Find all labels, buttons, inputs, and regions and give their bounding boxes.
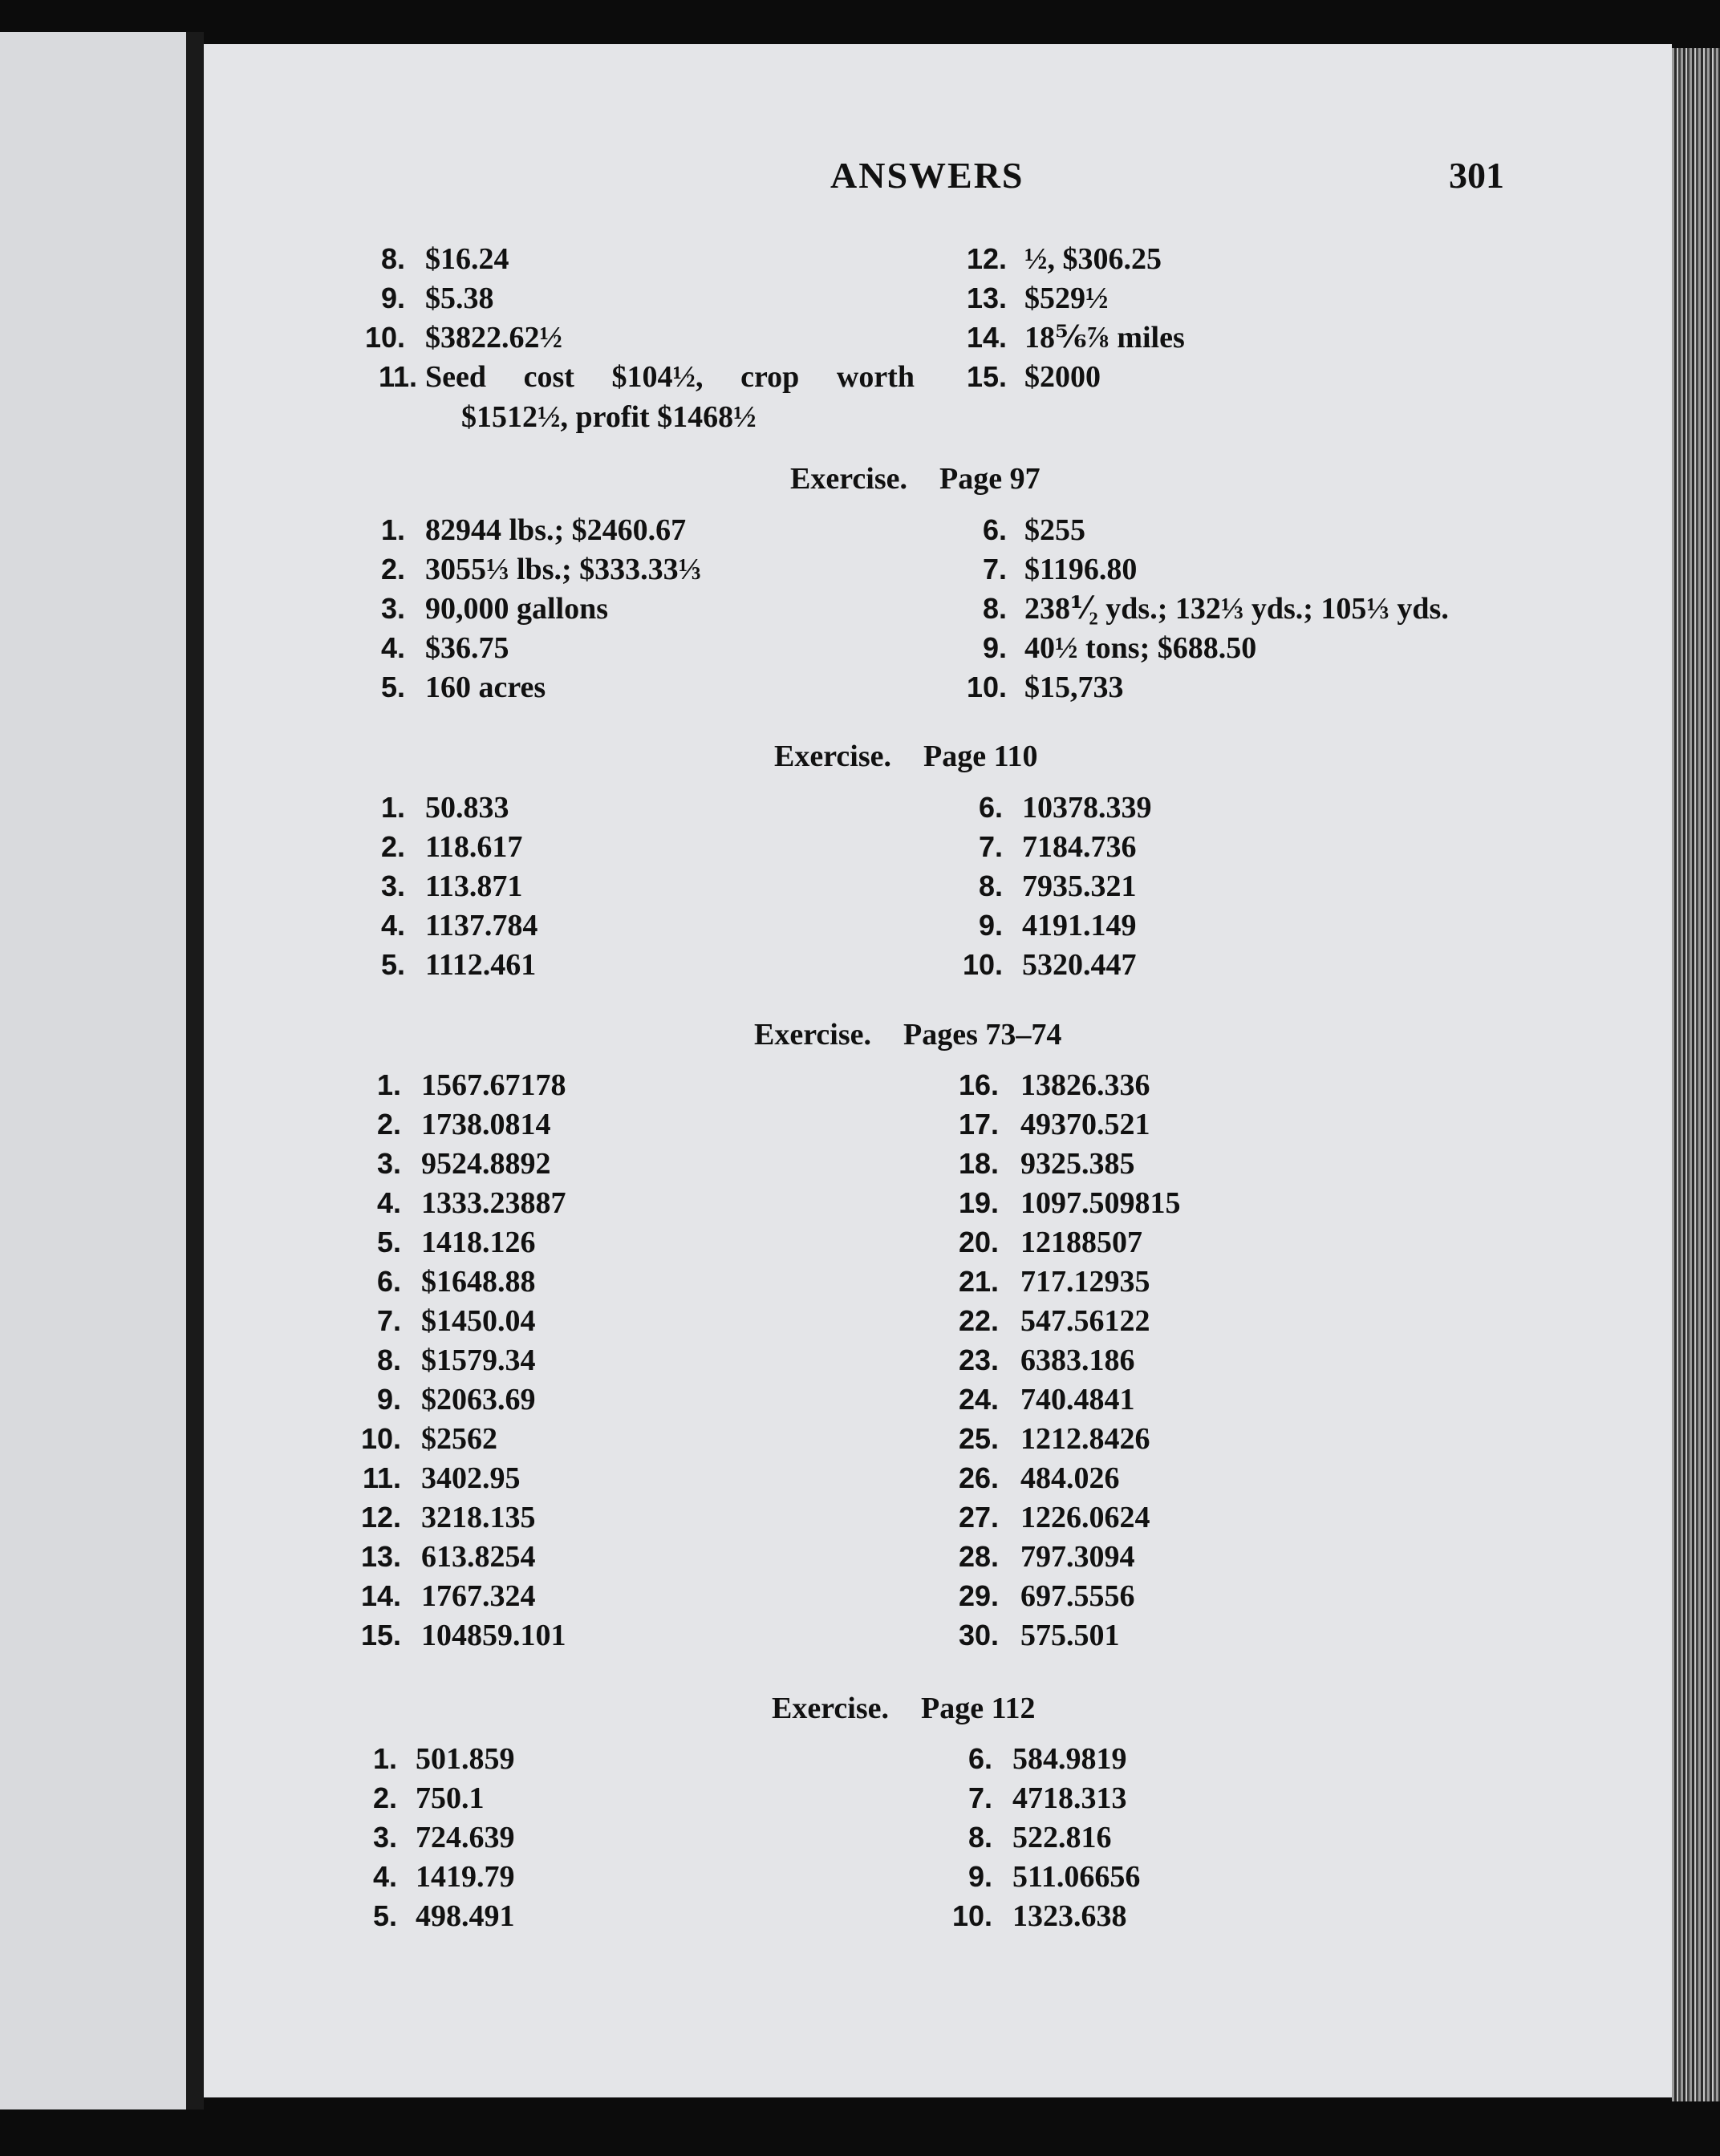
answer-number: 8. <box>982 592 1007 625</box>
answer-value: 3055⅓ lbs.; $333.33⅓ <box>425 553 702 586</box>
answer-value: 498.491 <box>416 1899 515 1933</box>
answer-value: 1419.79 <box>416 1860 515 1894</box>
answer-value: $16.24 <box>425 242 509 276</box>
answer-value: $529½ <box>1024 282 1109 315</box>
answer-number: 30. <box>958 1619 999 1651</box>
answer-number: 29. <box>958 1579 999 1612</box>
answer-number: 8. <box>968 1821 992 1854</box>
answer-value: 501.859 <box>416 1742 515 1776</box>
answer-number: 3. <box>372 1821 397 1854</box>
answer-value: 9325.385 <box>1020 1147 1135 1181</box>
answer-value: 1738.0814 <box>421 1108 551 1141</box>
answer-value: $36.75 <box>425 631 509 665</box>
answer-value: $2562 <box>421 1422 497 1456</box>
answer-value: 1097.509815 <box>1020 1186 1181 1220</box>
answer-value: 1567.67178 <box>421 1068 566 1102</box>
answer-number: 21. <box>958 1265 999 1298</box>
answer-value: 6383.186 <box>1020 1343 1135 1377</box>
answer-word: $104½, <box>611 360 704 394</box>
answer-number: 7. <box>982 553 1007 586</box>
answer-number: 3. <box>380 592 405 625</box>
answer-number: 2. <box>380 830 405 863</box>
answer-number: 6. <box>376 1265 401 1298</box>
answer-word: worth <box>836 360 915 394</box>
facing-page-edge <box>0 32 186 2109</box>
answer-value: 12188507 <box>1020 1226 1142 1259</box>
answer-number: 4. <box>372 1860 397 1893</box>
answer-number: 12. <box>360 1501 401 1534</box>
answer-number: 14. <box>360 1579 401 1612</box>
answer-value: 5320.447 <box>1022 948 1137 982</box>
page-stack-edge <box>1672 48 1720 2101</box>
answer-value: $15,733 <box>1024 671 1124 704</box>
exercise-heading <box>790 459 1041 499</box>
exercise-heading <box>774 736 1037 776</box>
answer-value: 1137.784 <box>425 909 538 942</box>
answer-value: $1579.34 <box>421 1343 536 1377</box>
answer-value: $1648.88 <box>421 1265 536 1299</box>
scan-border <box>0 2109 1720 2156</box>
answer-text-line-2: $1512½, profit $1468½ <box>461 400 757 434</box>
answer-value: $2000 <box>1024 360 1101 394</box>
answer-text-line-1 <box>425 357 915 397</box>
answer-number: 1. <box>372 1742 397 1775</box>
answer-word: Seed <box>425 360 486 394</box>
exercise-page-ref: Pages 73–74 <box>903 1018 1062 1052</box>
answer-value: 750.1 <box>416 1781 485 1815</box>
answer-value: 613.8254 <box>421 1540 536 1574</box>
answer-number: 15. <box>360 1619 401 1651</box>
answer-number: 16. <box>958 1068 999 1101</box>
answer-value: 160 acres <box>425 671 546 704</box>
exercise-heading <box>754 1015 1061 1055</box>
answer-number: 10. <box>951 1899 992 1932</box>
answer-number: 15. <box>966 360 1007 393</box>
answer-number: 25. <box>958 1422 999 1455</box>
answer-value: 118.617 <box>425 830 523 864</box>
answer-value: 104859.101 <box>421 1619 566 1652</box>
answer-number: 1. <box>380 513 405 546</box>
answer-value: 113.871 <box>425 869 523 903</box>
page-number: 301 <box>1449 155 1504 196</box>
answer-value: 7184.736 <box>1022 830 1137 864</box>
answer-number: 7. <box>978 830 1003 863</box>
answer-value: 7935.321 <box>1022 869 1137 903</box>
answer-number: 7. <box>968 1781 992 1814</box>
answer-value: ½, $306.25 <box>1024 242 1162 276</box>
answer-value: 697.5556 <box>1020 1579 1135 1613</box>
answer-value: 740.4841 <box>1020 1383 1135 1416</box>
answer-number: 4. <box>380 909 405 942</box>
answer-number: 14. <box>966 321 1007 354</box>
answer-number: 1. <box>380 791 405 824</box>
answer-value: 10378.339 <box>1022 791 1152 825</box>
answer-value: $1196.80 <box>1024 553 1138 586</box>
answer-value: $5.38 <box>425 282 494 315</box>
answer-number: 18. <box>958 1147 999 1180</box>
answer-number: 10. <box>966 671 1007 703</box>
answer-number: 27. <box>958 1501 999 1534</box>
answer-value: 50.833 <box>425 791 509 825</box>
answer-value: $3822.62½ <box>425 321 562 355</box>
answer-word: crop <box>740 360 800 394</box>
answer-number: 7. <box>376 1304 401 1337</box>
answer-number: 2. <box>372 1781 397 1814</box>
answer-number: 26. <box>958 1461 999 1494</box>
answer-value: 1418.126 <box>421 1226 536 1259</box>
answer-number: 19. <box>958 1186 999 1219</box>
answer-value: 522.816 <box>1012 1821 1112 1854</box>
answer-number: 13. <box>966 282 1007 314</box>
answer-number: 28. <box>958 1540 999 1573</box>
answer-number: 10. <box>962 948 1003 981</box>
answer-value: 40½ tons; $688.50 <box>1024 631 1257 665</box>
answer-value: 4191.149 <box>1022 909 1137 942</box>
answer-value: 82944 lbs.; $2460.67 <box>425 513 687 547</box>
answer-number: 8. <box>978 869 1003 902</box>
answer-number: 22. <box>958 1304 999 1337</box>
answer-number: 4. <box>380 631 405 664</box>
answer-number: 3. <box>380 869 405 902</box>
answer-number: 6. <box>978 791 1003 824</box>
answer-value: 9524.8892 <box>421 1147 551 1181</box>
answer-number: 5. <box>372 1899 397 1932</box>
exercise-page-ref: Page 110 <box>923 740 1038 773</box>
answer-number: 11. <box>378 360 417 393</box>
answer-value: $1450.04 <box>421 1304 536 1338</box>
answer-number: 9. <box>376 1383 401 1416</box>
answer-number: 9. <box>978 909 1003 942</box>
answer-number: 11. <box>362 1461 401 1494</box>
answer-value: 1323.638 <box>1012 1899 1127 1933</box>
answer-value: 1767.324 <box>421 1579 536 1613</box>
answer-value: 3218.135 <box>421 1501 536 1534</box>
answer-number: 9. <box>968 1860 992 1893</box>
answer-number: 2. <box>380 553 405 586</box>
answer-value: 13826.336 <box>1020 1068 1150 1102</box>
answer-number: 23. <box>958 1343 999 1376</box>
answer-value: 484.026 <box>1020 1461 1120 1495</box>
answer-value: 18⅚⅞ miles <box>1024 321 1185 355</box>
exercise-label: Exercise. <box>772 1692 889 1725</box>
answer-number: 8. <box>376 1343 401 1376</box>
answer-number: 9. <box>982 631 1007 664</box>
exercise-label: Exercise. <box>790 462 907 496</box>
answer-value: 797.3094 <box>1020 1540 1135 1574</box>
answer-number: 6. <box>982 513 1007 546</box>
answer-number: 6. <box>968 1742 992 1775</box>
answer-number: 5. <box>380 671 405 703</box>
answer-word: cost <box>523 360 574 394</box>
answer-value: 724.639 <box>416 1821 515 1854</box>
answer-value: 1112.461 <box>425 948 537 982</box>
exercise-label: Exercise. <box>754 1018 871 1052</box>
answer-number: 13. <box>360 1540 401 1573</box>
answer-value: 3402.95 <box>421 1461 521 1495</box>
answer-number: 20. <box>958 1226 999 1258</box>
answer-value: 4718.313 <box>1012 1781 1127 1815</box>
answer-number: 17. <box>958 1108 999 1141</box>
answer-value: 584.9819 <box>1012 1742 1127 1776</box>
answer-number: 2. <box>376 1108 401 1141</box>
answer-value: 511.06656 <box>1012 1860 1141 1894</box>
answer-number: 10. <box>360 1422 401 1455</box>
answer-value: 547.56122 <box>1020 1304 1150 1338</box>
answer-number: 4. <box>376 1186 401 1219</box>
answer-number: 5. <box>380 948 405 981</box>
answer-number: 5. <box>376 1226 401 1258</box>
answer-number: 8. <box>380 242 405 275</box>
exercise-label: Exercise. <box>774 740 891 773</box>
exercise-page-ref: Page 97 <box>939 462 1041 496</box>
answer-value: $255 <box>1024 513 1085 547</box>
answer-value: 49370.521 <box>1020 1108 1150 1141</box>
answer-number: 1. <box>376 1068 401 1101</box>
answer-value: 575.501 <box>1020 1619 1120 1652</box>
answer-value: $2063.69 <box>421 1383 536 1416</box>
answer-number: 24. <box>958 1383 999 1416</box>
answer-number: 12. <box>966 242 1007 275</box>
page-title: ANSWERS <box>830 155 1024 196</box>
answer-number: 9. <box>380 282 405 314</box>
answer-number: 3. <box>376 1147 401 1180</box>
answer-value: 1212.8426 <box>1020 1422 1150 1456</box>
exercise-page-ref: Page 112 <box>920 1692 1036 1725</box>
answer-number: 10. <box>364 321 405 354</box>
answer-value: 238⅟₂ yds.; 132⅓ yds.; 105⅓ yds. <box>1024 592 1449 626</box>
book-gutter <box>186 32 204 2118</box>
answer-value: 1226.0624 <box>1020 1501 1150 1534</box>
exercise-heading <box>772 1688 1035 1728</box>
answer-value: 90,000 gallons <box>425 592 609 626</box>
answer-value: 1333.23887 <box>421 1186 566 1220</box>
answer-value: 717.12935 <box>1020 1265 1150 1299</box>
